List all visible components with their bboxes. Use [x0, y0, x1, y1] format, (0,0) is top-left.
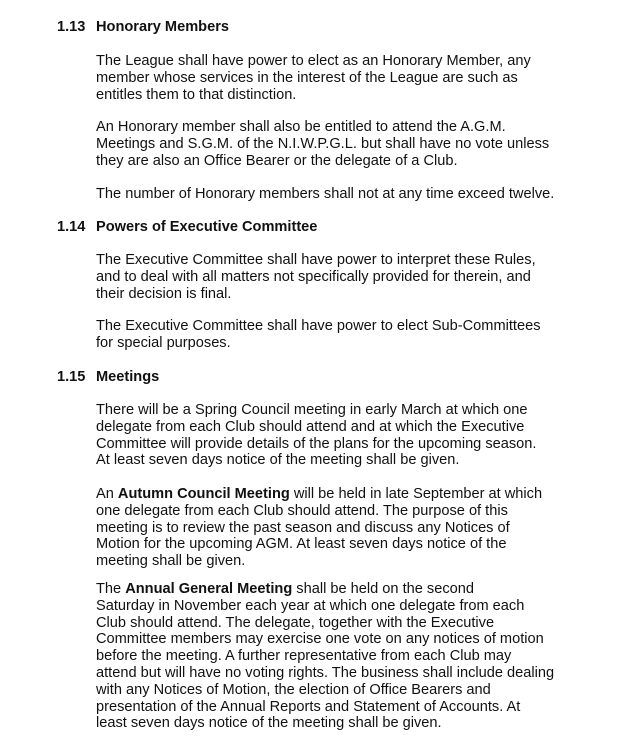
text-run: will be held in late September at which [289, 486, 543, 502]
text-line: The League shall have power to elect as an Honorary Member, any [96, 53, 531, 69]
section-title: Powers of Executive Committee [96, 219, 318, 235]
paragraph [96, 119, 596, 169]
text-line: The number of Honorary members shall not at any time exceed twelve. [96, 186, 555, 202]
text-line: least seven days notice of the meeting shall be given. [96, 715, 442, 732]
section-heading-1-15 [57, 369, 159, 386]
autumn-council-paragraph [96, 486, 596, 570]
section-heading-1-13 [57, 19, 229, 36]
text-line: At least seven days notice of the meeting shall be given. [96, 452, 460, 469]
annual-general-meeting-term: Annual General Meeting [125, 581, 293, 597]
text-line: before the meeting. A further representative from each Club may [96, 648, 512, 665]
paragraph [96, 53, 596, 103]
section-title: Meetings [96, 369, 160, 385]
text-line: entitles them to that distinction. [96, 86, 297, 103]
text-line: attend but will have no voting rights. The business shall include dealing [96, 664, 555, 681]
text-line: There will be a Spring Council meeting in early March at which one [96, 402, 528, 418]
section-number: 1.15 [57, 369, 86, 385]
text-line: meeting shall be given. [96, 553, 246, 570]
text-line: Saturday in November each year at which one delegate from each [96, 597, 525, 614]
text-line: Club should attend. The delegate, together with the Executive [96, 614, 495, 631]
paragraph [96, 186, 596, 203]
text-line: meeting is to review the past season and discuss any Notices of [96, 519, 510, 536]
section-heading-1-14 [57, 219, 317, 236]
text-line: Motion for the upcoming AGM. At least seven days notice of the [96, 536, 507, 553]
text-line: The Executive Committee shall have power to interpret these Rules, [96, 252, 536, 268]
section-title: Honorary Members [96, 19, 230, 35]
text-run: An [96, 486, 118, 502]
text-line: An Honorary member shall also be entitled to attend the A.G.M. [96, 119, 506, 135]
text-run: shall be held on the second [292, 581, 474, 597]
paragraph [96, 318, 596, 352]
text-line: The Executive Committee shall have power to elect Sub-Committees [96, 318, 541, 334]
text-line: with any Notices of Motion, the election of Office Bearers and [96, 681, 491, 698]
text-line: presentation of the Annual Reports and Statement of Accounts. At [96, 698, 521, 715]
text-run: The [96, 581, 126, 597]
text-line: Committee will provide details of the plans for the upcoming season. [96, 435, 537, 452]
text-line: for special purposes. [96, 334, 231, 351]
text-line: delegate from each Club should attend and at which the Executive [96, 418, 525, 435]
paragraph [96, 402, 596, 469]
autumn-council-meeting-term: Autumn Council Meeting [117, 486, 290, 502]
text-line: Committee members may exercise one vote on any notices of motion [96, 631, 544, 648]
text-line [96, 581, 596, 598]
text-line: they are also an Office Bearer or the delegate of a Club. [96, 152, 458, 169]
annual-general-meeting-paragraph [96, 581, 596, 732]
text-line: one delegate from each Club should attend. The purpose of this [96, 502, 508, 519]
section-number: 1.13 [57, 19, 86, 35]
text-line: member whose services in the interest of the League are such as [96, 69, 518, 86]
text-line: their decision is final. [96, 285, 232, 302]
text-line: Meetings and S.G.M. of the N.I.W.P.G.L. but shall have no vote unless [96, 135, 550, 152]
text-line [96, 486, 596, 503]
text-line: and to deal with all matters not specifically provided for therein, and [96, 268, 531, 285]
paragraph [96, 252, 596, 302]
section-number: 1.14 [57, 219, 86, 235]
